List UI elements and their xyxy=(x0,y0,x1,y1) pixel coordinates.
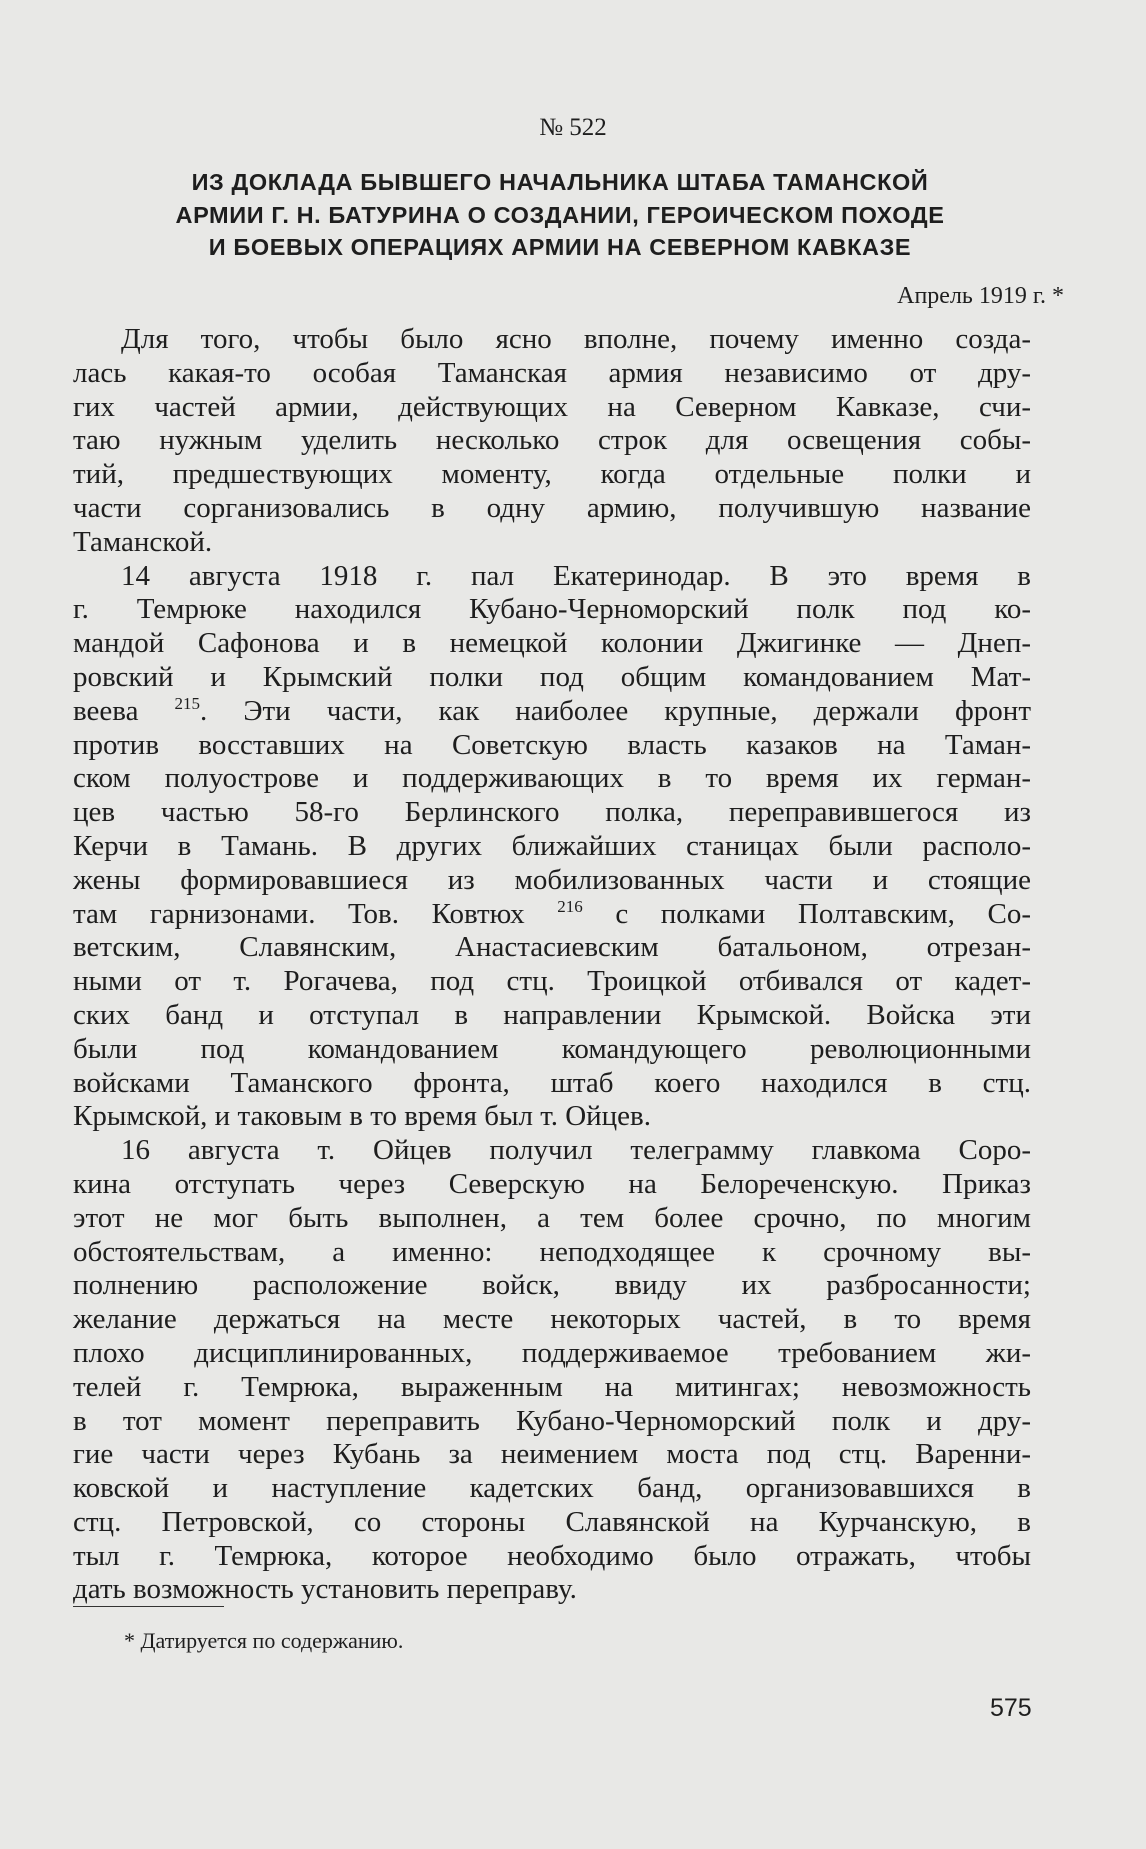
line-text: лась какая-то особая Таманская армия независимо от дру- xyxy=(73,356,1031,389)
line-text: тий, предшествующих моменту, когда отдельные полки и xyxy=(73,458,1031,491)
document-number: № 522 xyxy=(539,114,607,141)
footnote: * Датируется по содержанию. xyxy=(124,1628,404,1653)
text-line xyxy=(73,999,1031,1033)
line-text: телей г. Темрюка, выраженным на митингах; невозможность xyxy=(73,1370,1031,1403)
line-text: Керчи в Тамань. В других ближайших станицах были располо- xyxy=(73,829,1031,862)
line-text: против восставших на Советскую власть казаков на Таман- xyxy=(73,728,1031,761)
line-text: цев частью 58-го Берлинского полка, переправившегося из xyxy=(73,796,1031,829)
line-text: Крымской, и таковым в то время был т. Ойцев. xyxy=(73,1100,651,1133)
title-line: И БОЕВЫХ ОПЕРАЦИЯХ АРМИИ НА СЕВЕРНОМ КАВКАЗЕ xyxy=(208,234,912,260)
line-text: ными от т. Рогачева, под стц. Троицкой отбивался от кадет- xyxy=(73,965,1031,998)
line-text: части сорганизовались в одну армию, получившую название xyxy=(73,491,1031,524)
line-text: ских банд и отступал в направлении Крымской. Войска эти xyxy=(73,998,1031,1031)
line-text: г. Темрюке находился Кубано-Черноморский полк под ко- xyxy=(73,593,1031,626)
line-text: этот не мог быть выполнен, а тем более срочно, по многим xyxy=(73,1201,1031,1234)
line-text: ковской и наступление кадетских банд, организовавшихся в xyxy=(73,1472,1031,1505)
text-line xyxy=(73,1405,1031,1439)
page-number: 575 xyxy=(990,1694,1032,1722)
text-line xyxy=(73,1134,1031,1168)
text-line xyxy=(73,1202,1031,1236)
text-line xyxy=(73,560,1031,594)
line-text: с полками Полтавским, Со- xyxy=(582,897,1031,930)
line-text: ветским, Славянским, Анастасиевским батальоном, отрезан- xyxy=(73,931,1031,964)
text-line xyxy=(73,526,1031,560)
body-text xyxy=(73,323,1031,1607)
paragraph xyxy=(73,1134,1031,1607)
text-line xyxy=(73,1573,1031,1607)
title-line: ИЗ ДОКЛАДА БЫВШЕГО НАЧАЛЬНИКА ШТАБА ТАМАНСКОЙ xyxy=(191,169,929,195)
line-text: гих частей армии, действующих на Северном Кавказе, счи- xyxy=(73,390,1031,423)
document-date: Апрель 1919 г. * xyxy=(897,283,1064,309)
line-text: войсками Таманского фронта, штаб коего находился в стц. xyxy=(73,1066,1031,1099)
text-line xyxy=(73,830,1031,864)
text-line xyxy=(73,931,1031,965)
text-line xyxy=(73,864,1031,898)
text-line xyxy=(73,1100,1031,1134)
text-line xyxy=(73,898,1031,932)
line-text: ском полуострове и поддерживающих в то время их герман- xyxy=(73,762,1031,795)
text-line xyxy=(73,729,1031,763)
text-line xyxy=(73,695,1031,729)
text-line xyxy=(73,593,1031,627)
paragraph xyxy=(73,323,1031,560)
text-line xyxy=(73,1067,1031,1101)
text-line xyxy=(73,796,1031,830)
text-line xyxy=(73,1540,1031,1574)
text-line xyxy=(73,1269,1031,1303)
text-line xyxy=(73,1236,1031,1270)
line-text: в тот момент переправить Кубано-Черноморский полк и дру- xyxy=(73,1404,1031,1437)
line-text: 16 августа т. Ойцев получил телеграмму главкома Соро- xyxy=(121,1134,1031,1167)
line-text: Таманской. xyxy=(73,525,213,558)
footnote-reference: 216 xyxy=(557,896,583,916)
line-text: веева xyxy=(73,694,175,727)
text-line xyxy=(73,1033,1031,1067)
text-line xyxy=(73,492,1031,526)
document-title xyxy=(60,166,1060,264)
text-line xyxy=(73,323,1031,357)
text-line xyxy=(73,661,1031,695)
text-line xyxy=(73,1303,1031,1337)
text-line xyxy=(73,1371,1031,1405)
paragraph xyxy=(73,560,1031,1135)
text-line xyxy=(73,1337,1031,1371)
text-line xyxy=(73,424,1031,458)
footnote-reference: 215 xyxy=(174,693,201,713)
line-text: мандой Сафонова и в немецкой колонии Джигинке — Днеп- xyxy=(73,627,1031,660)
text-line xyxy=(73,965,1031,999)
text-line xyxy=(73,1506,1031,1540)
text-line xyxy=(73,1168,1031,1202)
line-text: желание держаться на месте некоторых частей, в то время xyxy=(73,1303,1031,1336)
text-line xyxy=(73,357,1031,391)
text-line xyxy=(73,458,1031,492)
line-text: обстоятельствам, а именно: неподходящее к срочному вы- xyxy=(73,1235,1031,1268)
line-text: стц. Петровской, со стороны Славянской на Курчанскую, в xyxy=(73,1505,1031,1538)
text-line xyxy=(73,627,1031,661)
line-text: там гарнизонами. Тов. Ковтюх xyxy=(73,897,558,930)
line-text: дать возможность установить переправу. xyxy=(73,1573,577,1606)
text-line xyxy=(73,1472,1031,1506)
line-text: были под командованием командующего революционными xyxy=(73,1032,1031,1065)
footnote-divider xyxy=(73,1606,224,1607)
text-line xyxy=(73,391,1031,425)
line-text: Для того, чтобы было ясно вполне, почему именно созда- xyxy=(121,323,1031,355)
text-line xyxy=(73,762,1031,796)
line-text: плохо дисциплинированных, поддерживаемое требованием жи- xyxy=(73,1336,1031,1369)
line-text: тыл г. Темрюка, которое необходимо было отражать, чтобы xyxy=(73,1539,1031,1572)
line-text: 14 августа 1918 г. пал Екатеринодар. В это время в xyxy=(121,559,1031,592)
title-line: АРМИИ Г. Н. БАТУРИНА О СОЗДАНИИ, ГЕРОИЧЕСКОМ ПОХОДЕ xyxy=(175,201,945,228)
line-text: жены формировавшиеся из мобилизованных части и стоящие xyxy=(73,863,1031,896)
text-line xyxy=(73,1438,1031,1472)
line-text: кина отступать через Северскую на Белореченскую. Приказ xyxy=(73,1167,1031,1200)
line-text: . Эти части, как наиболее крупные, держали фронт xyxy=(200,694,1031,727)
line-text: гие части через Кубань за неимением моста под стц. Варенни- xyxy=(73,1438,1031,1471)
line-text: ровский и Крымский полки под общим командованием Мат- xyxy=(73,660,1031,693)
line-text: полнению расположение войск, ввиду их разбросанности; xyxy=(73,1269,1031,1302)
line-text: таю нужным уделить несколько строк для освещения собы- xyxy=(73,424,1031,457)
